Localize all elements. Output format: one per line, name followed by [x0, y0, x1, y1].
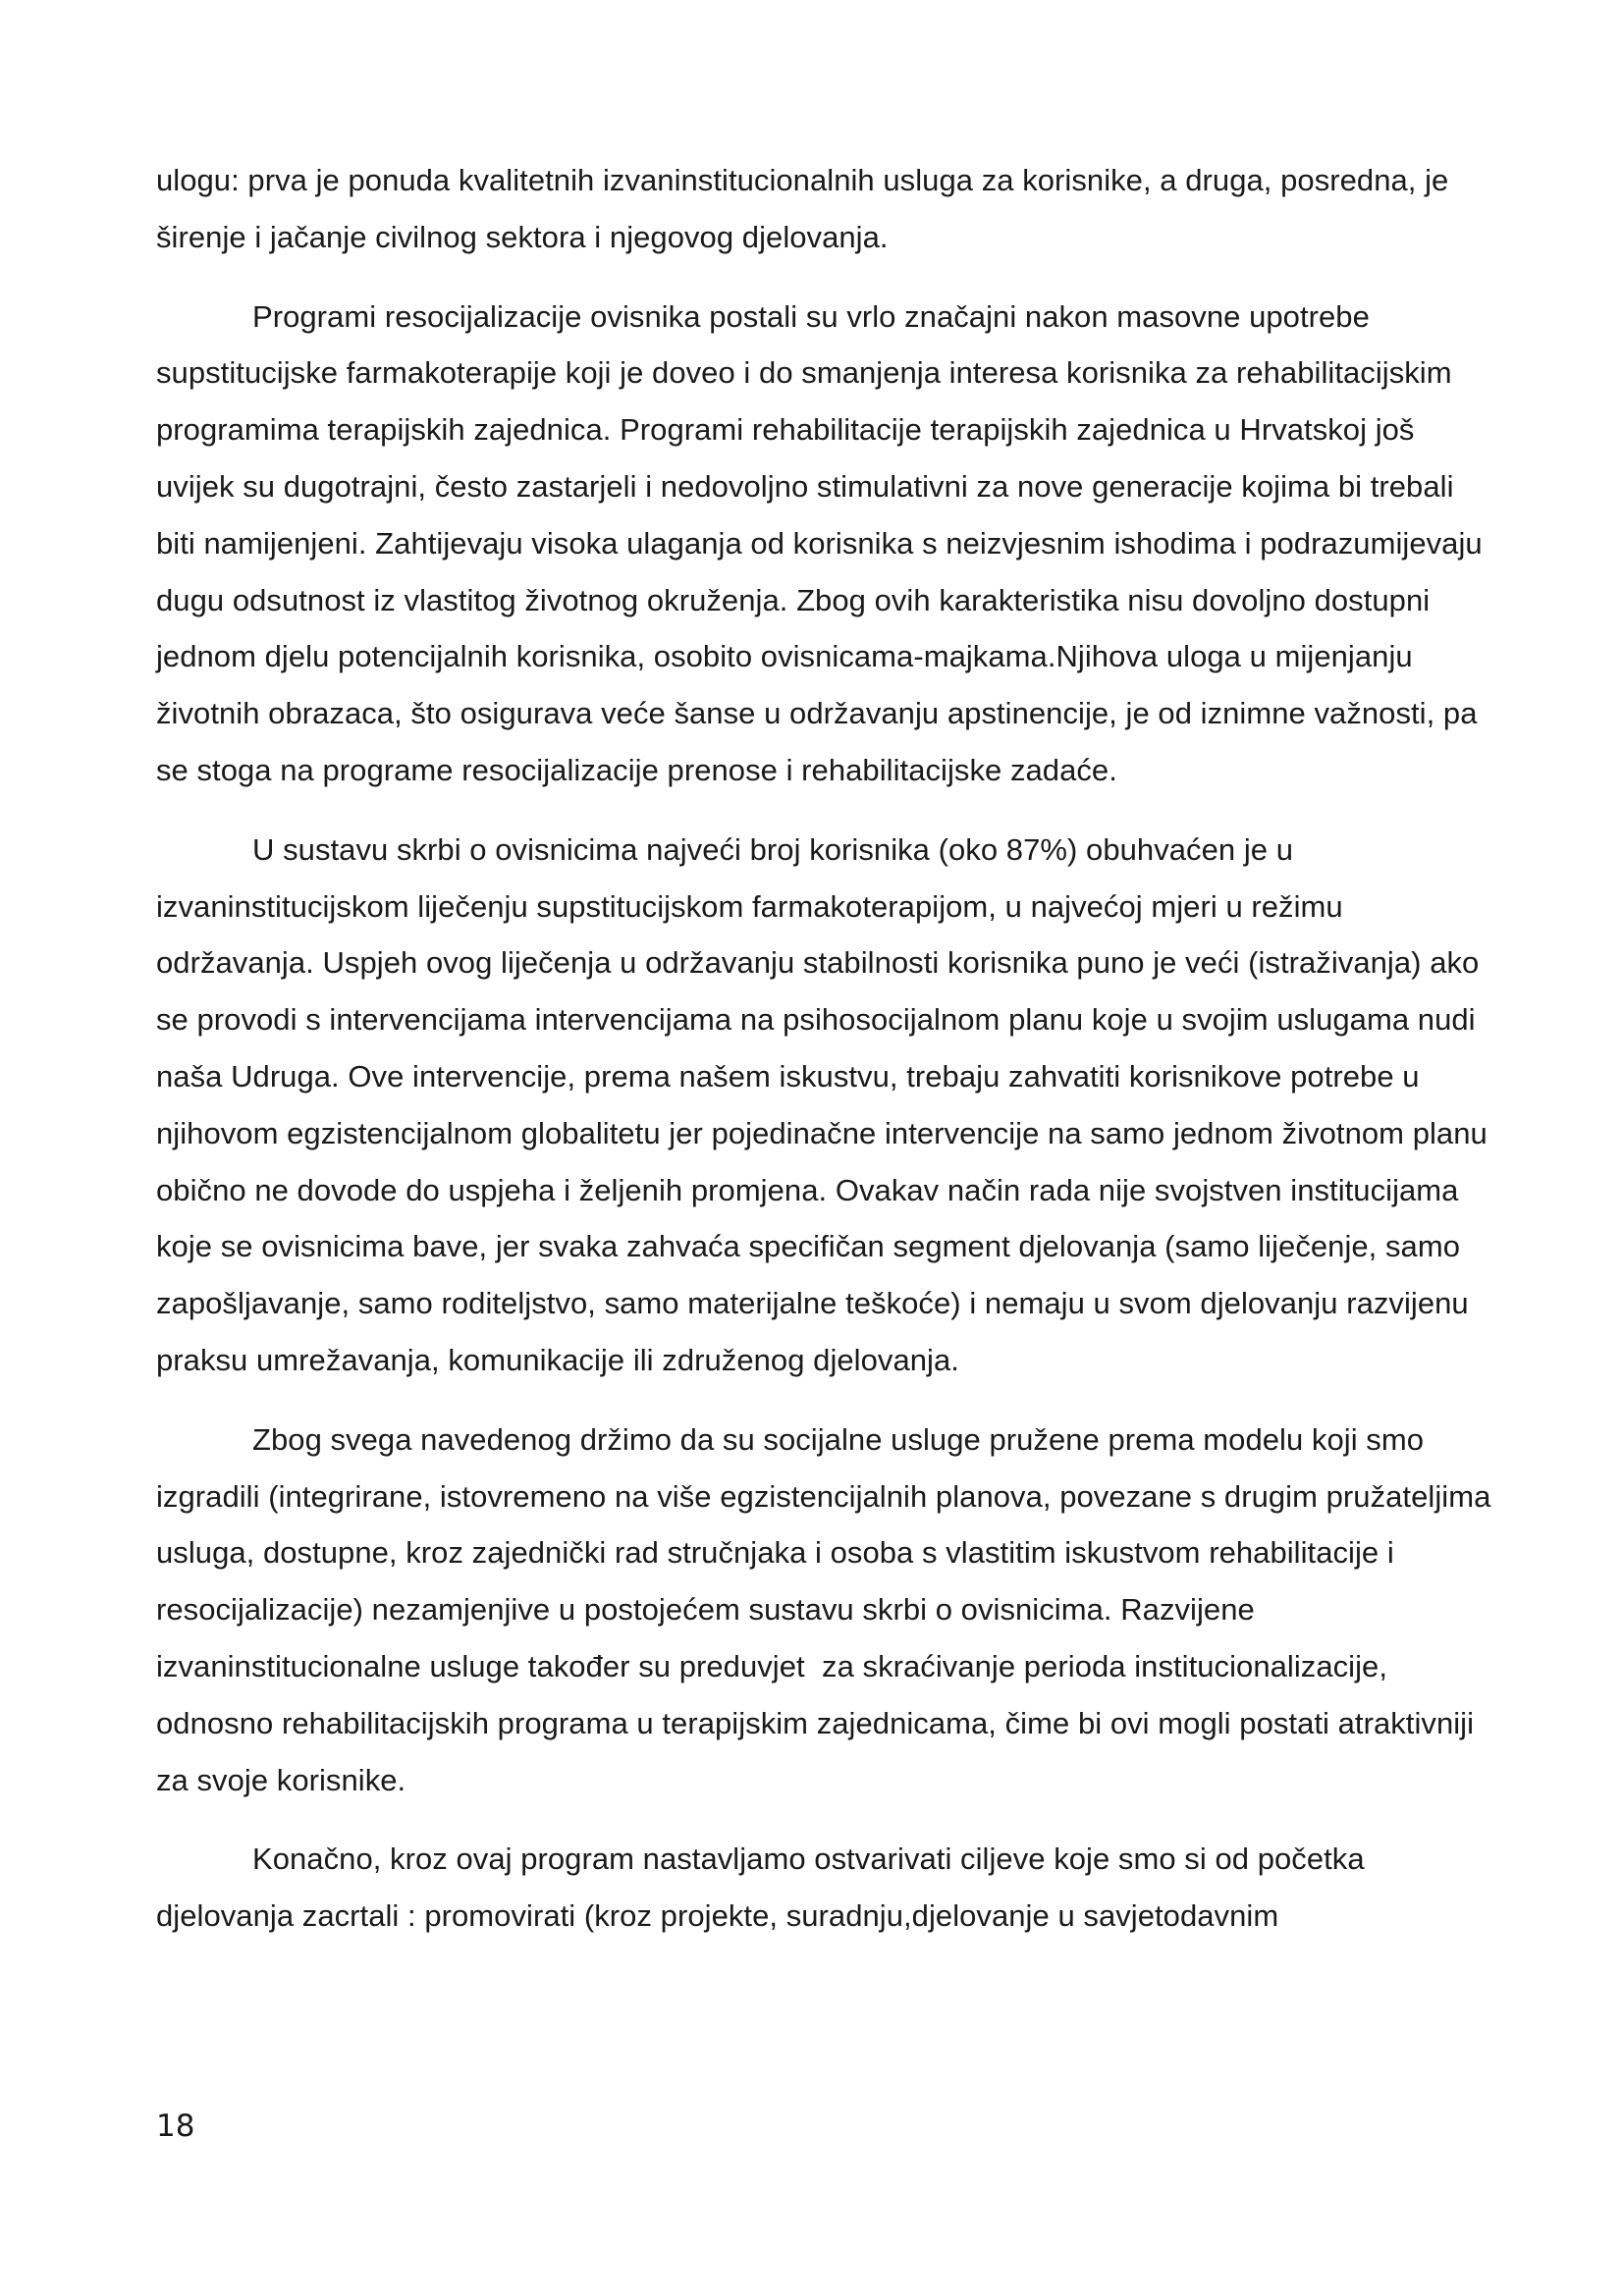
paragraph-resocijalizacija: Programi resocijalizacije ovisnika postali su vrlo značajni nakon masovne upotrebe supstitucijske farmakoterapije koji je doveo i do smanjenja interesa korisnika za rehabilitacijskim programima terapijskih zajednica. Programi rehabilitacije terapijskih zajednica u Hrvatskoj još uvijek su dugotrajni, često zastarjeli i nedovoljno stimulativni za nove generacije kojima bi trebali biti namijenjeni. Zahtijevaju visoka ulaganja od korisnika s neizvjesnim ishodima i podrazumijevaju dugu odsutnost iz vlastitog životnog okruženja. Zbog ovih karakteristika nisu dovoljno dostupni jednom djelu potencijalnih korisnika, osobito ovisnicama-majkama.Njihova uloga u mijenjanju životnih obrazaca, što osigurava veće šanse u održavanju apstinencije, je od iznimne važnosti, pa se stoga na programe resocijalizacije prenose i rehabilitacijske zadaće. [156, 298, 1491, 787]
page-number: 18 [156, 2109, 195, 2144]
paragraph-konacno: Konačno, kroz ovaj program nastavljamo ostvarivati ciljeve koje smo si od početka djelovanja zacrtali : promovirati (kroz projekte, suradnju,djelovanje u savjetodavnim [156, 1842, 1374, 1934]
page-body [156, 152, 1500, 1967]
paragraph-socijalne-usluge: Zbog svega navedenog držimo da su socijalne usluge pružene prema modelu koji smo izgradili (integrirane, istovremeno na više egzistencijalnih planova, povezane s drugim pružateljima usluga, dostupne, kroz zajednički rad stručnjaka i osoba s vlastitim iskustvom rehabilitacije i resocijalizacije) nezamjenjive u postojećem sustavu skrbi o ovisnicima. Razvijene izvaninstitucionalne usluge također su preduvjet za skraćivanje perioda institucionalizacije, odnosno rehabilitacijskih programa u terapijskim zajednicama, čime bi ovi mogli postati atraktivniji za svoje korisnike. [156, 1421, 1500, 1797]
paragraph-sustav-skrbi: U sustavu skrbi o ovisnicima najveći broj korisnika (oko 87%) obuhvaćen je u izvaninstitucijskom liječenju supstitucijskom farmakoterapijom, u najvećoj mjeri u režimu održavanja. Uspjeh ovog liječenja u održavanju stabilnosti korisnika puno je veći (istraživanja) ako se provodi s intervencijama intervencijama na psihosocijalnom planu koje u svojim uslugama nudi naša Udruga. Ove intervencije, prema našem iskustvu, trebaju zahvatiti korisnikove potrebe u njihovom egzistencijalnom globalitetu jer pojedinačne intervencije na samo jednom životnom planu obično ne dovode do uspjeha i željenih promjena. Ovakav način rada nije svojstven institucijama koje se ovisnicima bave, jer svaka zahvaća specifičan segment djelovanja (samo liječenje, samo zapošljavanje, samo roditeljstvo, samo materijalne teškoće) i nemaju u svom djelovanju razvijenu praksu umrežavanja, komunikacije ili združenog djelovanja. [156, 831, 1496, 1377]
paragraph-continuation: ulogu: prva je ponuda kvalitetnih izvaninstitucionalnih usluga za korisnike, a druga, posredna, je širenje i jačanje civilnog sektora i njegovog djelovanja. [156, 163, 1458, 254]
